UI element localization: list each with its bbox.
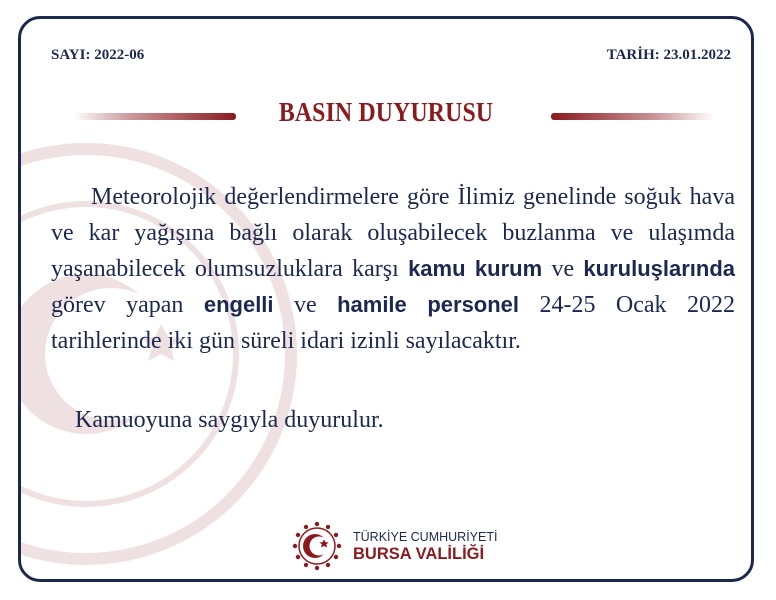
body-text-2: ve bbox=[542, 256, 584, 282]
announcement-card bbox=[18, 16, 754, 582]
issue-number: SAYI: 2022-06 bbox=[51, 47, 145, 63]
issue-date: TARİH: 23.01.2022 bbox=[606, 47, 731, 63]
highlight-kuruluslarinda: kuruluşlarında bbox=[583, 256, 735, 281]
closing-text: Kamuoyuna saygıyla duyurulur. bbox=[75, 407, 384, 433]
crescent-star-emblem-icon bbox=[291, 520, 343, 572]
page-title: BASIN DUYURUSU bbox=[278, 97, 494, 127]
highlight-kamu-kurum: kamu kurum bbox=[408, 256, 543, 281]
footer-line-2: BURSA VALİLİĞİ bbox=[353, 545, 485, 563]
footer-line-1: TÜRKİYE CUMHURİYETİ bbox=[353, 530, 498, 544]
title-row bbox=[21, 97, 751, 137]
footer-logo bbox=[291, 518, 511, 574]
highlight-hamile-personel: hamile personel bbox=[337, 292, 520, 317]
body-text-1: Meteorolojik değerlendirmelere göre İlimiz genelinde soğuk hava ve kar yağışına bağlı olarak oluşabilecek buzlanma ve ulaşımda yaşanabilecek olumsuzluklara karşı bbox=[51, 184, 735, 282]
body-text-5: 24-25 Ocak 2022 tarihlerinde iki gün süreli idari izinli sayılacaktır. bbox=[51, 292, 735, 354]
highlight-engelli: engelli bbox=[203, 292, 274, 317]
body-text-4: ve bbox=[273, 292, 338, 318]
title-rule-right bbox=[551, 113, 714, 120]
body-text-3: görev yapan bbox=[51, 292, 204, 318]
announcement-body bbox=[51, 179, 735, 359]
